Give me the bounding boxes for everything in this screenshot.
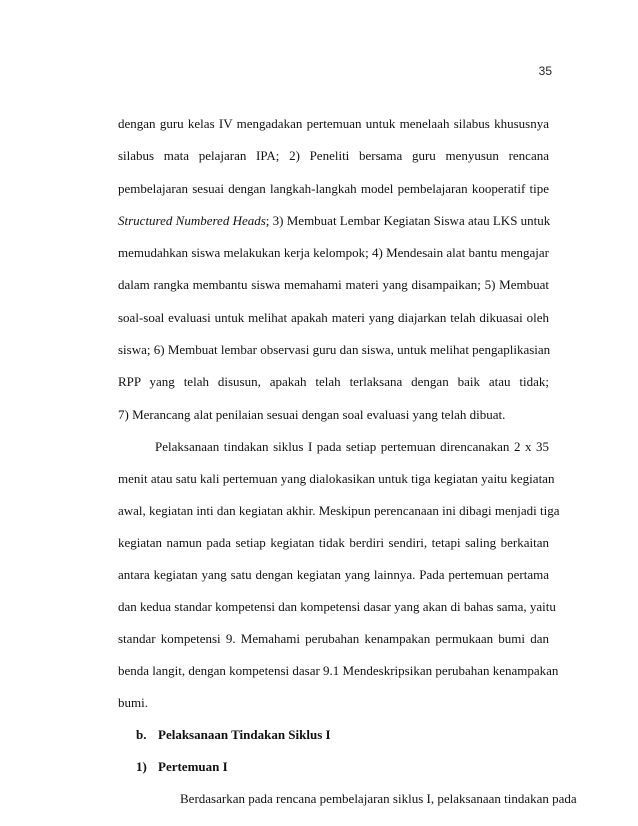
paragraph-line: 7) Merancang alat penilaian sesuai dengan soal evaluasi yang telah dibuat.	[118, 407, 506, 422]
paragraph-line: RPP yang telah disusun, apakah telah terlaksana dengan baik atau tidak;	[118, 374, 549, 389]
heading-marker: b.	[136, 727, 147, 742]
subsection-heading: Pertemuan I	[158, 759, 228, 774]
heading-marker: 1)	[136, 759, 147, 774]
paragraph-line: soal-soal evaluasi untuk melihat apakah materi yang diajarkan telah dikuasai oleh	[118, 310, 549, 325]
page-number: 35	[538, 64, 552, 78]
paragraph-line: menit atau satu kali pertemuan yang dialokasikan untuk tiga kegiatan yaitu kegiatan	[118, 471, 555, 486]
paragraph-line: benda langit, dengan kompetensi dasar 9.1 Mendeskripsikan perubahan kenampakan	[118, 663, 559, 678]
paragraph-line: pembelajaran sesuai dengan langkah-langkah model pembelajaran kooperatif tipe	[118, 181, 549, 196]
paragraph-line: antara kegiatan yang satu dengan kegiatan yang lainnya. Pada pertemuan pertama	[118, 567, 549, 582]
paragraph-line: siswa; 6) Membuat lembar observasi guru dan siswa, untuk melihat pengaplikasian	[118, 342, 551, 357]
line-rest: ; 3) Membuat Lembar Kegiatan Siswa atau LKS untuk	[265, 213, 551, 228]
section-heading: Pelaksanaan Tindakan Siklus I	[158, 727, 331, 742]
paragraph-line: Berdasarkan pada rencana pembelajaran siklus I, pelaksanaan tindakan pada	[180, 791, 577, 806]
paragraph-line: standar kompetensi 9. Memahami perubahan kenampakan permukaan bumi dan	[118, 631, 549, 646]
paragraph-line: bumi.	[118, 695, 148, 710]
paragraph-line: kegiatan namun pada setiap kegiatan tidak berdiri sendiri, tetapi saling berkaitan	[118, 535, 549, 550]
paragraph-line: dan kedua standar kompetensi dan kompetensi dasar yang akan di bahas sama, yaitu	[118, 599, 556, 614]
paragraph-line: Pelaksanaan tindakan siklus I pada setiap pertemuan direncanakan 2 x 35	[155, 439, 549, 454]
paragraph-line: silabus mata pelajaran IPA; 2) Peneliti bersama guru menyusun rencana	[118, 148, 549, 163]
paragraph-line	[118, 213, 549, 229]
paragraph-line: awal, kegiatan inti dan kegiatan akhir. Meskipun perencanaan ini dibagi menjadi tiga	[118, 503, 560, 518]
italic-term: Structured Numbered Heads	[118, 213, 266, 228]
paragraph-line: dengan guru kelas IV mengadakan pertemuan untuk menelaah silabus khususnya	[118, 116, 549, 131]
paragraph-line: dalam rangka membantu siswa memahami materi yang disampaikan; 5) Membuat	[118, 277, 549, 292]
paragraph-line: memudahkan siswa melakukan kerja kelompok; 4) Mendesain alat bantu mengajar	[118, 245, 549, 260]
